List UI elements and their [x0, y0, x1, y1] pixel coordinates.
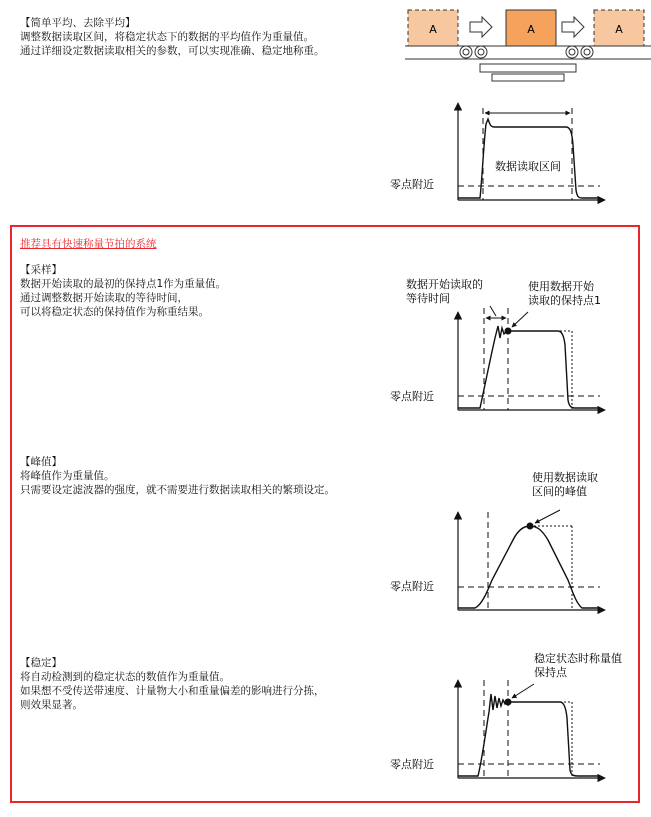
- box-a-right-label: A: [615, 23, 623, 36]
- peak-line-2: 只需要设定滤波器的强度，就不需要进行数据读取相关的繁琐设定。: [20, 484, 335, 496]
- conveyor-illustration: [405, 10, 651, 81]
- wait-label-1: 数据开始读取的: [406, 278, 483, 291]
- stable-line-3: 则效果显著。: [20, 699, 83, 711]
- graph-interval: [390, 103, 605, 200]
- graph-stable: [390, 651, 622, 778]
- peak-label-2: 区间的峰值: [532, 485, 587, 498]
- scale-plate: [480, 64, 576, 72]
- sample-heading: 【采样】: [20, 264, 62, 276]
- stable-line-1: 将自动检测到的稳定状态的数值作为重量值。: [20, 671, 230, 683]
- hold-label-2: 读取的保持点1: [528, 294, 601, 307]
- top-line-1: 调整数据读取区间，将稳定状态下的数据的平均值作为重量值。: [20, 31, 314, 43]
- signal-curve: [458, 526, 600, 608]
- zero-label: 零点附近: [390, 580, 434, 593]
- hold-label-1: 使用数据开始: [528, 280, 594, 293]
- move-arrow-1-icon: [470, 17, 492, 37]
- stable-label-1: 稳定状态时称量值: [534, 652, 622, 665]
- scale-base: [492, 74, 564, 81]
- graph-peak: [390, 470, 605, 610]
- sample-line-1: 数据开始读取的最初的保持点1作为重量值。: [20, 278, 227, 290]
- stable-label-2: 保持点: [534, 666, 567, 679]
- graph-sample: [390, 277, 605, 410]
- zero-label: 零点附近: [390, 178, 434, 191]
- peak-line-1: 将峰值作为重量值。: [20, 470, 115, 482]
- peak-point: [527, 523, 534, 530]
- featured-title[interactable]: 推荐具有快速称量节拍的系统: [20, 238, 157, 250]
- top-line-2: 通过详细设定数据读取相关的参数，可以实现准确、稳定地称重。: [20, 45, 325, 57]
- zero-label: 零点附近: [390, 758, 434, 771]
- stable-line-2: 如果想不受传送带速度、计量物大小和重量偏差的影响进行分拣，: [20, 685, 325, 697]
- top-heading: 【简单平均、去除平均】: [20, 17, 136, 29]
- box-a-center-label: A: [527, 23, 535, 36]
- peak-heading: 【峰值】: [20, 456, 62, 468]
- move-arrow-2-icon: [562, 17, 584, 37]
- sample-line-3: 可以将稳定状态的保持值作为称重结果。: [20, 306, 209, 318]
- sample-line-2: 通过调整数据开始读取的等待时间，: [20, 292, 188, 304]
- interval-label: 数据读取区间: [495, 160, 561, 173]
- zero-label: 零点附近: [390, 390, 434, 403]
- peak-label-1: 使用数据读取: [532, 471, 598, 484]
- stable-heading: 【稳定】: [20, 657, 62, 669]
- wait-label-2: 等待时间: [406, 292, 450, 305]
- stable-point: [505, 699, 512, 706]
- box-a-left-label: A: [429, 23, 437, 36]
- hold-point-1: [505, 328, 512, 335]
